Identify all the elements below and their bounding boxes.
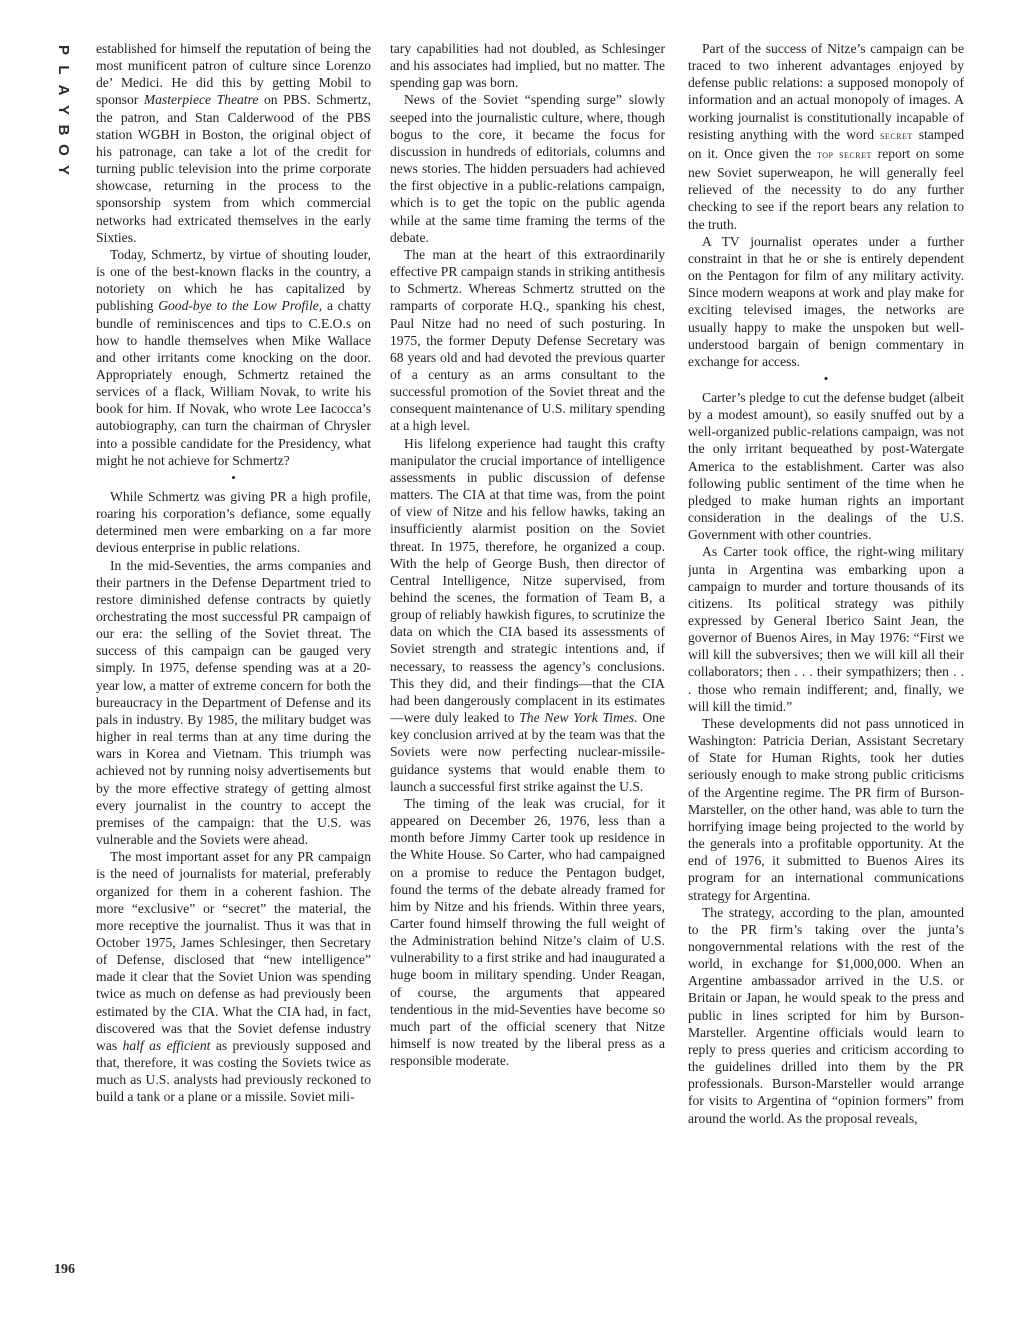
paragraph: Today, Schmertz, by virtue of shouting louder, is one of the best-known flacks in the country, a notoriety on which he has capitalized by publishing Good-bye to the Low Profile, a chatty bundle of reminiscences and tips to C.E.O.s on how to handle themselves when Mike Wallace and other irritants come knocking on the door. Appropriately enough, Schmertz retained the services of a flack, William Novak, to write his book for him. If Novak, who wrote Lee Iacocca’s autobiography, can turn the chairman of Chrysler into a possible candidate for the Presidency, what might he not achieve for Schmertz? (96, 246, 371, 468)
sidebar-letter: P (55, 44, 72, 55)
sidebar-letter: B (55, 124, 72, 136)
emphasis-italic: half as efficient (122, 1037, 211, 1053)
section-bullet: • (823, 370, 829, 386)
paragraph: The strategy, according to the plan, amounted to the PR firm’s taking over the junta’s nongovernmental relations with the rest of the world, in exchange for $1,000,000. When an Argentine ambassador arrived in the U.S. or Britain or Japan, he would speak to the press and public in lines scripted for him by Burson-Marsteller. Argentine officials would learn to reply to press queries and criticism according to the guidelines drilled into them by the PR professionals. Burson-Marsteller would arrange for visits to Argentina of “opinion formers” from around the world. As the proposal reveals, (688, 904, 964, 1126)
paragraph: The most important asset for any PR campaign is the need of journalists for material, preferably organized for them in a coherent fashion. The more “exclusive” or “secret” the material, the more receptive the journalist. Thus it was that in October 1975, James Schlesinger, then Secretary of Defense, disclosed that “new intelligence” made it clear that the Soviet Union was spending twice as much on defense as had previously been estimated by the CIA. What the CIA had, in fact, discovered was that the Soviet defense industry was half as efficient as previously supposed and that, therefore, it was costing the Soviets twice as much as U.S. analysts had previously reckoned to build a tank or a plane or a missile. Soviet mili- (96, 849, 371, 1105)
title-italic: Masterpiece Theatre (143, 92, 259, 108)
paragraph: News of the Soviet “spending surge” slowly seeped into the journalistic culture, where, though bogus to the core, it became the focus for discussion in hundreds of editorials, columns and news stories. The hidden persuaders had achieved the first objective in a public-relations campaign, which is to get the topic on the public agenda while at the same time framing the terms of the debate. (390, 92, 665, 245)
paragraph: His lifelong experience had taught this crafty manipulator the crucial importance of intelligence assessments in public discussion of defense matters. The CIA at that time was, from the point of view of Nitze and his fellow hawks, taking an insufficiently alarmist position on the Soviet threat. In 1975, therefore, he organized a coup. With the help of George Bush, then director of Central Intelligence, Nitze supervised, from behind the scenes, the formation of Team B, a group of reliably hawkish figures, to scrutinize the data on which the CIA based its assessments of Soviet strength and strategic intentions and, if necessary, to reassess the agency’s conclusions. This they did, and their findings—that the CIA had been dangerously complacent in its estimates—were duly leaked to The New York Times. One key conclusion arrived at by the team was that the Soviets were now perfecting nuclear-missile-guidance systems that would enable them to launch a successful first strike against the U.S. (390, 435, 665, 794)
paragraph: The man at the heart of this extraordinarily effective PR campaign stands in striking antithesis to Schmertz. Whereas Schmertz strutted on the ramparts of corporate H.Q., spanking his chest, Paul Nitze had no need of such posturing. In 1975, the former Deputy Defense Secretary was 68 years old and had devoted the previous quarter of a century as an arms consultant to the successful promotion of the Soviet threat and the consequent maintenance of U.S. military spending at a high level. (390, 246, 665, 434)
newspaper-title-italic: The New York Times. (519, 710, 638, 726)
paragraph: Carter’s pledge to cut the defense budget (albeit by a modest amount), so easily snuffed out by a well-organized public-relations campaign, was not the only irritant bequeathed by post-Watergate America to the establishment. Carter was also following public sentiment of the time when he pledged to make human rights an important consideration in the dealings of the U.S. Government with other countries. (688, 389, 964, 543)
paragraph: A TV journalist operates under a further constraint in that he or she is entirely dependent on the Pentagon for film of any military activity. Since modern weapons at work and play make for exciting televised images, the networks are usually happy to make the unspoken but well-understood bargain of benign commentary in exchange for access. (688, 233, 964, 369)
paragraph: Part of the success of Nitze’s campaign can be traced to two inherent advantages enjoyed by defense public relations: a supposed monopoly of information and an actual monopoly of images. A working journalist is constitutionally incapable of resisting anything with the word secret stamped on it. Once given the top secret report on some new Soviet superweapon, he will generally feel relieved of the necessity to do any further checking to see if the report bears any relation to the truth. (688, 41, 964, 232)
paragraph: While Schmertz was giving PR a high profile, roaring his corporation’s defiance, some equally determined men were embarking on a far more devious enterprise in public relations. (96, 488, 371, 556)
page-number: 196 (54, 1262, 75, 1277)
book-title-italic: Good-bye to the Low Profile, (158, 298, 323, 314)
paragraph: These developments did not pass unnoticed in Washington: Patricia Derian, Assistant Secretary of State for Human Rights, took her duties seriously enough to make strong public criticisms of the Argentine regime. The PR firm of Burson-Marsteller, on the other hand, was able to turn the horrifying image being projected to the world by the generals into a profitable opportunity. At the end of 1976, it submitted to Buenos Aires its program for an international communications strategy for Argentina. (688, 715, 964, 903)
sidebar-letter: L (55, 65, 72, 75)
sidebar-letter: Y (55, 164, 72, 175)
paragraph: In the mid-Seventies, the arms companies and their partners in the Defense Department tried to restore diminished defense contracts by quietly orchestrating the most successful PR campaign of our era: the selling of the Soviet threat. The success of this campaign can be gauged very simply. In 1975, defense spending was at a 20-year low, a matter of extreme concern for both the bureaucracy in the Department of Defense and its pals in industry. By 1985, the military budget was higher in real terms than at any time during the wars in Korea and Vietnam. This triumph was achieved not by running noisy advertisements but by the more effective strategy of getting almost every journalist in the country to accept the premises of the campaign: that the U.S. was vulnerable and the Soviets were ahead. (96, 557, 371, 848)
small-caps-word: top secret (816, 148, 872, 161)
sidebar-letter: A (55, 84, 72, 96)
article-column-3 (688, 40, 964, 1280)
paragraph: established for himself the reputation of being the most munificent patron of culture since Lorenzo de’ Medici. He did this by getting Mobil to sponsor Masterpiece Theatre on PBS. Schmertz, the patron, and Stan Calderwood of the PBS station WGBH in Boston, the original object of his patronage, can take a lot of the credit for turning public television into the prime corporate showcase, returning in the process to the sponsorship system from which commercial networks had extricated themselves in the early Sixties. (96, 41, 371, 245)
paragraph: The timing of the leak was crucial, for it appeared on December 26, 1976, less than a month before Jimmy Carter took up residence in the White House. So Carter, who had campaigned on a promise to reduce the Pentagon budget, found the terms of the debate already framed for him by Nitze and his friends. Within three years, Carter found himself throwing the full weight of the Administration behind Nitze’s claim of U.S. vulnerability to a first strike and had inaugurated a huge boom in military spending. Under Reagan, of course, the arguments that appeared tendentious in the mid-Seventies have become so much part of the official scenery that Nitze himself is now treated by the liberal press as a responsible moderate. (390, 795, 665, 1069)
section-bullet: • (231, 469, 236, 485)
sidebar-letter: O (55, 144, 72, 156)
article-column-2 (390, 40, 665, 1280)
sidebar-letter: Y (55, 104, 72, 115)
article-column-1 (96, 40, 371, 1280)
magazine-sidebar-logo (52, 40, 74, 180)
paragraph: As Carter took office, the right-wing military junta in Argentina was embarking upon a campaign to murder and torture thousands of its citizens. Its political strategy was pithily expressed by General Iberico Saint Jean, the governor of Buenos Aires, in May 1976: “First we will kill the subversives; then we will kill all their collaborators; then . . . their sympathizers; then . . . those who remain indifferent; and, finally, we will kill the timid.” (688, 544, 964, 714)
small-caps-word: secret (879, 129, 913, 142)
paragraph: tary capabilities had not doubled, as Schlesinger and his associates had implied, but no matter. The spending gap was born. (390, 41, 665, 91)
